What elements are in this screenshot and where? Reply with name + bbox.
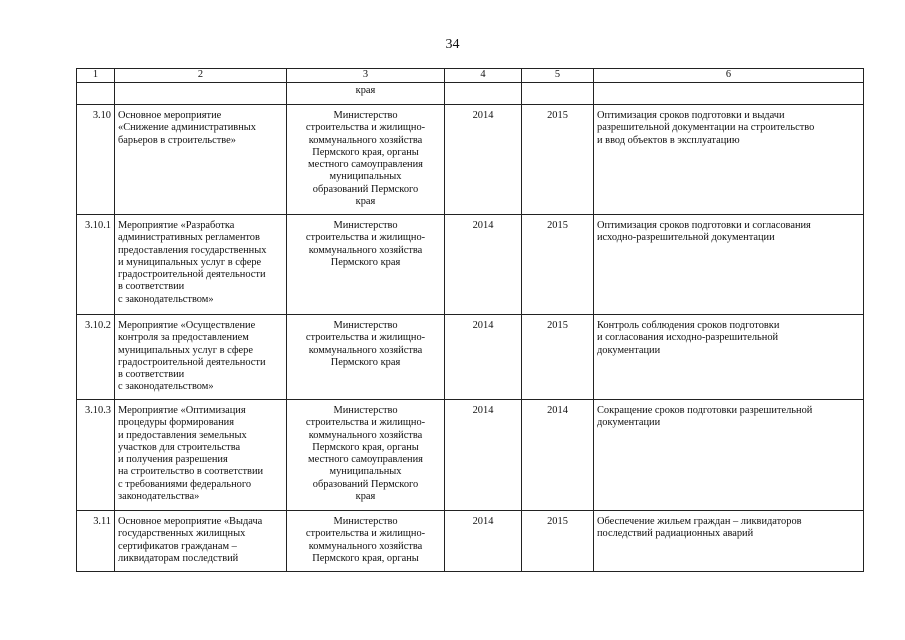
activity-cell: Мероприятие «Оптимизация процедуры формирования и предоставления земельных участков для строительства и получения разрешения на строительство в соответствии с требованиями федерального законодательства» [115, 400, 287, 511]
row-number: 3.10 [77, 105, 115, 215]
end-year-cell: 2014 [522, 400, 594, 511]
column-header: 3 [287, 69, 445, 83]
start-year-cell: 2014 [445, 400, 522, 511]
table-cell [445, 83, 522, 105]
result-cell: Обеспечение жильем граждан – ликвидаторов последствий радиационных аварий [594, 511, 864, 572]
activity-cell: Основное мероприятие «Снижение административных барьеров в строительстве» [115, 105, 287, 215]
column-number-row [77, 69, 864, 83]
start-year-cell: 2014 [445, 105, 522, 215]
end-year-cell: 2015 [522, 315, 594, 400]
executor-cell: Министерство строительства и жилищно- коммунального хозяйства Пермского края, органы местного самоуправления муниципальных образований Пермского края [287, 105, 445, 215]
end-year-cell: 2015 [522, 511, 594, 572]
row-number: 3.10.2 [77, 315, 115, 400]
executor-cell: края [287, 83, 445, 105]
table-cell [115, 83, 287, 105]
row-number: 3.10.3 [77, 400, 115, 511]
table-row [77, 105, 864, 215]
table-cell [77, 83, 115, 105]
continuation-row [77, 83, 864, 105]
start-year-cell: 2014 [445, 511, 522, 572]
end-year-cell: 2015 [522, 215, 594, 315]
column-header: 1 [77, 69, 115, 83]
table-cell [594, 83, 864, 105]
result-cell: Сокращение сроков подготовки разрешительной документации [594, 400, 864, 511]
row-number: 3.11 [77, 511, 115, 572]
executor-cell: Министерство строительства и жилищно- коммунального хозяйства Пермского края [287, 215, 445, 315]
executor-cell: Министерство строительства и жилищно- коммунального хозяйства Пермского края, органы местного самоуправления муниципальных образований Пермского края [287, 400, 445, 511]
executor-cell: Министерство строительства и жилищно- коммунального хозяйства Пермского края [287, 315, 445, 400]
page-number: 34 [445, 37, 460, 52]
table-row [77, 315, 864, 400]
column-header: 4 [445, 69, 522, 83]
column-header: 5 [522, 69, 594, 83]
column-header: 6 [594, 69, 864, 83]
table-row [77, 400, 864, 511]
row-number: 3.10.1 [77, 215, 115, 315]
activity-cell: Мероприятие «Осуществление контроля за предоставлением муниципальных услуг в сфере градостроительной деятельности в соответствии с законодательством» [115, 315, 287, 400]
result-cell: Контроль соблюдения сроков подготовки и согласования исходно-разрешительной документации [594, 315, 864, 400]
start-year-cell: 2014 [445, 315, 522, 400]
table-cell [522, 83, 594, 105]
end-year-cell: 2015 [522, 105, 594, 215]
column-header: 2 [115, 69, 287, 83]
table-row [77, 511, 864, 572]
result-cell: Оптимизация сроков подготовки и согласования исходно-разрешительной документации [594, 215, 864, 315]
executor-cell: Министерство строительства и жилищно- коммунального хозяйства Пермского края, органы [287, 511, 445, 572]
activity-cell: Мероприятие «Разработка административных регламентов предоставления государственных и муниципальных услуг в сфере градостроительной деятельности в соответствии с законодательством» [115, 215, 287, 315]
activities-table [76, 68, 864, 572]
table-row [77, 215, 864, 315]
result-cell: Оптимизация сроков подготовки и выдачи разрешительной документации на строительство и ввод объектов в эксплуатацию [594, 105, 864, 215]
start-year-cell: 2014 [445, 215, 522, 315]
activity-cell: Основное мероприятие «Выдача государственных жилищных сертификатов гражданам – ликвидаторам последствий [115, 511, 287, 572]
